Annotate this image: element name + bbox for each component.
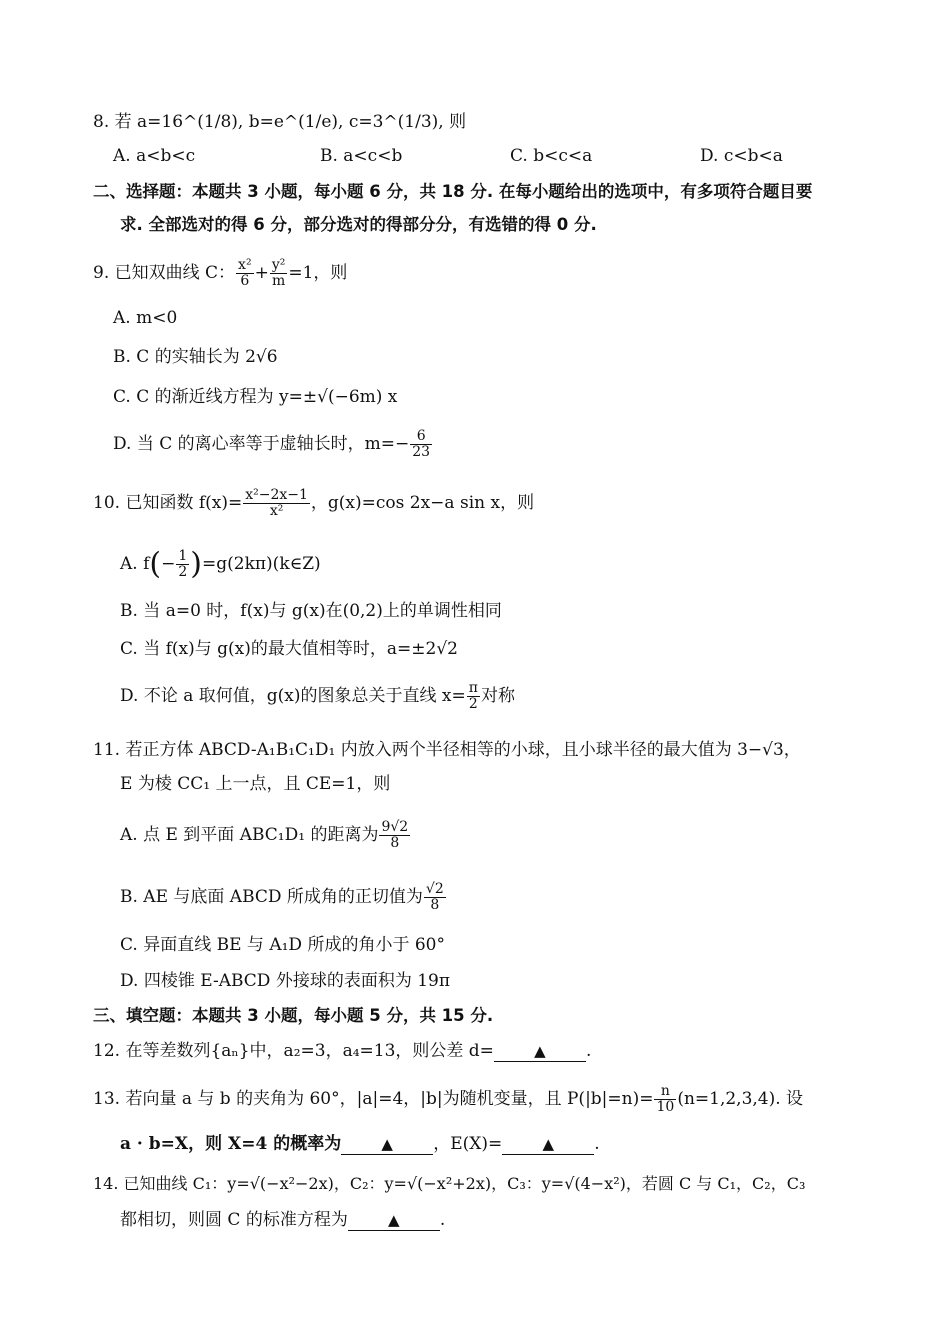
- q8-option-c: C. b<c<a: [510, 146, 593, 166]
- q9-option-b: B. C 的实轴长为 2√6: [113, 347, 278, 367]
- q10-option-d-pre: D. 不论 a 取何值，g(x)的图象总关于直线 x=: [120, 686, 466, 706]
- q9-option-a: A. m<0: [113, 308, 178, 328]
- q11-option-c: C. 异面直线 BE 与 A₁D 所成的角小于 60°: [120, 935, 445, 955]
- q11-stem-line2: E 为棱 CC₁ 上一点，且 CE=1，则: [120, 774, 391, 794]
- q10-option-a-fraction: $\frac{1}{2}$: [178, 548, 188, 580]
- q11-option-b: [120, 878, 447, 916]
- q9-option-d-text: D. 当 C 的离心率等于虚轴长时，m=−: [113, 434, 410, 454]
- q13-expectation-blank[interactable]: [502, 1134, 594, 1155]
- section2-instructions: 求. 全部选对的得 6 分，部分选对的得部分分，有选错的得 0 分.: [120, 215, 597, 234]
- q9-fraction-x: $\frac{\text{x²}}{6}$: [238, 257, 252, 289]
- answer-triangle-icon: ▲: [388, 1211, 400, 1229]
- q13-stem-line2: [120, 1133, 600, 1155]
- q8-stem: 8. 若 a=16^(1/8), b=e^(1/e), c=3^(1/3), 则: [93, 112, 467, 132]
- q9-stem-post: =1，则: [288, 263, 348, 283]
- q10-option-d-post: 对称: [480, 686, 515, 706]
- q11-option-a-pre: A. 点 E 到平面 ABC₁D₁ 的距离为: [120, 825, 379, 845]
- q11-stem-line1: 11. 若正方体 ABCD-A₁B₁C₁D₁ 内放入两个半径相等的小球，且小球半径的最大值为 3−√3，: [93, 740, 801, 760]
- q13-line1-post: (n=1,2,3,4). 设: [677, 1089, 804, 1109]
- q12-text: 12. 在等差数列{aₙ}中，a₂=3，a₄=13，则公差 d=: [93, 1041, 494, 1061]
- q10-option-d-fraction: $\frac{\pi}{2}$: [468, 680, 478, 712]
- q9-stem-pre: 9. 已知双曲线 C：: [93, 263, 236, 283]
- q10-right-paren: ): [190, 546, 202, 582]
- q13-line2-mid: ，E(X)=: [433, 1134, 503, 1154]
- q10-stem-post: ，g(x)=cos 2x−a sin x，则: [310, 493, 535, 513]
- q14-stem-line2: [120, 1209, 445, 1231]
- q9-plus: +: [254, 263, 269, 283]
- answer-triangle-icon: ▲: [381, 1135, 393, 1153]
- q9-fraction-y: $\frac{\text{y²}}{m}$: [271, 257, 286, 289]
- q10-option-a-post: =g(2kπ)(k∈Z): [202, 554, 321, 574]
- q10-option-c: C. 当 f(x)与 g(x)的最大值相等时，a=±2√2: [120, 639, 458, 659]
- q14-end: .: [439, 1210, 446, 1230]
- q11-option-b-fraction: $\frac{√2}{8}$: [425, 881, 444, 913]
- q9-option-c: C. C 的渐近线方程为 y=±√(−6m) x: [113, 387, 398, 407]
- q12-answer-blank[interactable]: [494, 1041, 586, 1062]
- q14-stem-line1: 14. 已知曲线 C₁：y=√(−x²−2x)，C₂：y=√(−x²+2x)，C₃：y=√(4−x²)，若圆 C 与 C₁，C₂，C₃: [93, 1174, 806, 1193]
- q13-fraction: $\frac{n}{10}$: [656, 1083, 675, 1115]
- q13-line2-pre: a · b=X，则 X=4 的概率为: [120, 1134, 342, 1154]
- q10-option-a-pre: A. f: [120, 554, 150, 574]
- q13-probability-blank[interactable]: [341, 1134, 433, 1155]
- q8-option-b: B. a<c<b: [320, 146, 403, 166]
- q14-answer-blank[interactable]: [348, 1210, 440, 1231]
- q12-stem: [93, 1040, 591, 1062]
- q8-option-a: A. a<b<c: [113, 146, 196, 166]
- q9-option-d-fraction: $\frac{6}{23}$: [412, 428, 431, 460]
- q10-stem: [93, 485, 534, 521]
- q13-stem-line1: [93, 1082, 803, 1116]
- q13-line2-end: .: [594, 1134, 600, 1154]
- q11-option-a: [120, 816, 411, 854]
- q10-option-a: [120, 545, 321, 584]
- q8-option-d: D. c<b<a: [700, 146, 783, 166]
- section2-heading: 二、选择题：本题共 3 小题，每小题 6 分，共 18 分. 在每小题给出的选项中，有多项符合题目要: [93, 182, 813, 201]
- answer-triangle-icon: ▲: [542, 1135, 554, 1153]
- answer-triangle-icon: ▲: [534, 1042, 546, 1060]
- q10-fraction: $\frac{\text{x²−2x−1}}{\text{x²}}$: [245, 487, 308, 519]
- q9-stem: [93, 256, 347, 290]
- q11-option-d: D. 四棱锥 E-ABCD 外接球的表面积为 19π: [120, 971, 451, 991]
- q10-minus: −: [161, 554, 176, 574]
- section3-heading: 三、填空题：本题共 3 小题，每小题 5 分，共 15 分.: [93, 1006, 494, 1025]
- q11-option-a-fraction: $\frac{9√2}{8}$: [381, 819, 409, 851]
- q12-end: .: [585, 1041, 592, 1061]
- q14-line2-text: 都相切，则圆 C 的标准方程为: [120, 1210, 348, 1230]
- q9-option-d: [113, 426, 433, 462]
- q13-line1-pre: 13. 若向量 a 与 b 的夹角为 60°，|a|=4，|b|为随机变量，且 P(|b|=n)=: [93, 1089, 654, 1109]
- q11-option-b-pre: B. AE 与底面 ABCD 所成角的正切值为: [120, 887, 423, 907]
- q10-option-d: [120, 677, 515, 715]
- q10-stem-pre: 10. 已知函数 f(x)=: [93, 493, 243, 513]
- q10-option-b: B. 当 a=0 时，f(x)与 g(x)在(0,2)上的单调性相同: [120, 601, 502, 621]
- q10-left-paren: (: [149, 546, 162, 582]
